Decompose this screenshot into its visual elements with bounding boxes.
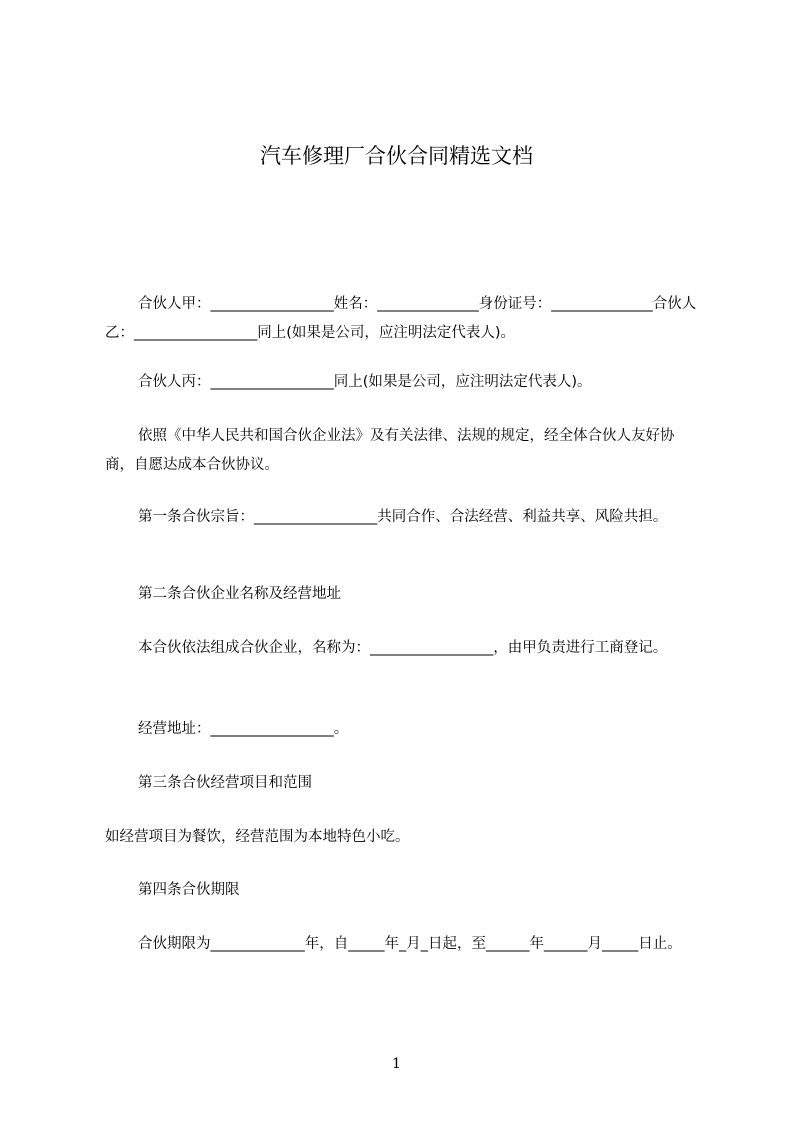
paragraph-partnership-term: 合伙期限为_____________年，自_____年_月_日起，至______年______月_____日止。	[138, 936, 682, 952]
paragraph-business-scope: 如经营项目为餐饮，经营范围为本地特色小吃。	[105, 829, 410, 845]
heading-article-4: 第四条合伙期限	[138, 882, 240, 898]
document-title: 汽车修理厂合伙合同精选文档	[260, 144, 533, 168]
paragraph-partner-c: 合伙人丙：_________________同上(如果是公司，应注明法定代表人)。	[138, 374, 592, 390]
paragraph-legal-basis: 依照《中华人民共和国合伙企业法》及有关法律、法规的规定，经全体合伙人友好协商，自愿达成本合伙协议。	[105, 428, 675, 473]
paragraph-partners-a-b: 合伙人甲：_________________姓名：______________身份证号：______________合伙人乙：_________________同上(如果是公司，应注明法定代表人)。	[105, 296, 697, 341]
paragraph-article-1: 第一条合伙宗旨：_________________共同合作、合法经营、利益共享、风险共担。	[138, 509, 668, 525]
paragraph-enterprise-name: 本合伙依法组成合伙企业，名称为：_________________，由甲负责进行工商登记。	[138, 640, 668, 656]
page-number: 1	[392, 1056, 401, 1072]
heading-article-3: 第三条合伙经营项目和范围	[138, 775, 312, 791]
paragraph-business-address: 经营地址：_________________。	[138, 721, 349, 737]
heading-article-2: 第二条合伙企业名称及经营地址	[138, 586, 341, 602]
